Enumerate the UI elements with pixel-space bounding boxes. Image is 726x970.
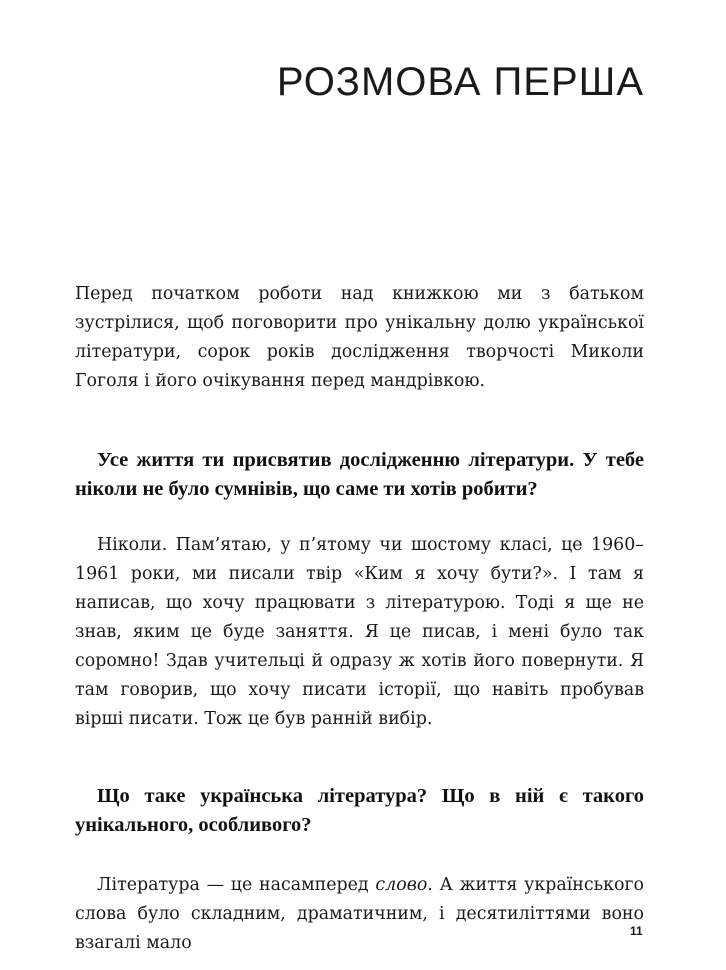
chapter-title: РОЗМОВА ПЕРША [276, 60, 644, 104]
interview-answer-1: Ніколи. Пам’ятаю, у п’ятому чи шостому класі, це 1960–1961 роки, ми писали твір «Ким я хочу бути?». І там я написав, що хочу працювати з літературою. Тоді я ще не знав, яким це буде заняття. Я це писав, і мені було так соромно! Здав учительці й одразу ж хотів його повернути. Я там говорив, що хочу писати історії, що навіть пробував вірші писати. Тож це був ранній вибір. [75, 535, 644, 729]
emphasized-word: слово [375, 875, 428, 895]
page-body [75, 280, 644, 958]
intro-paragraph: Перед початком роботи над книжкою ми з батьком зустрілися, щоб поговорити про унікальну долю української літератури, сорок років дослідження творчості Миколи Гоголя і його очікування перед мандрівкою. [75, 284, 644, 391]
interview-question-1: Усе життя ти присвятив дослідженню літератури. У тебе ніколи не було сумнівів, що саме ти хотів робити? [75, 449, 644, 500]
interview-answer-2: Література — це насамперед слово. А життя українського слова було складним, драматичним, і десятиліттями воно взагалі мало [75, 875, 645, 953]
page-number: 11 [630, 924, 643, 938]
interview-question-2: Що таке українська література? Що в ній є такого унікального, особливого? [75, 785, 644, 836]
